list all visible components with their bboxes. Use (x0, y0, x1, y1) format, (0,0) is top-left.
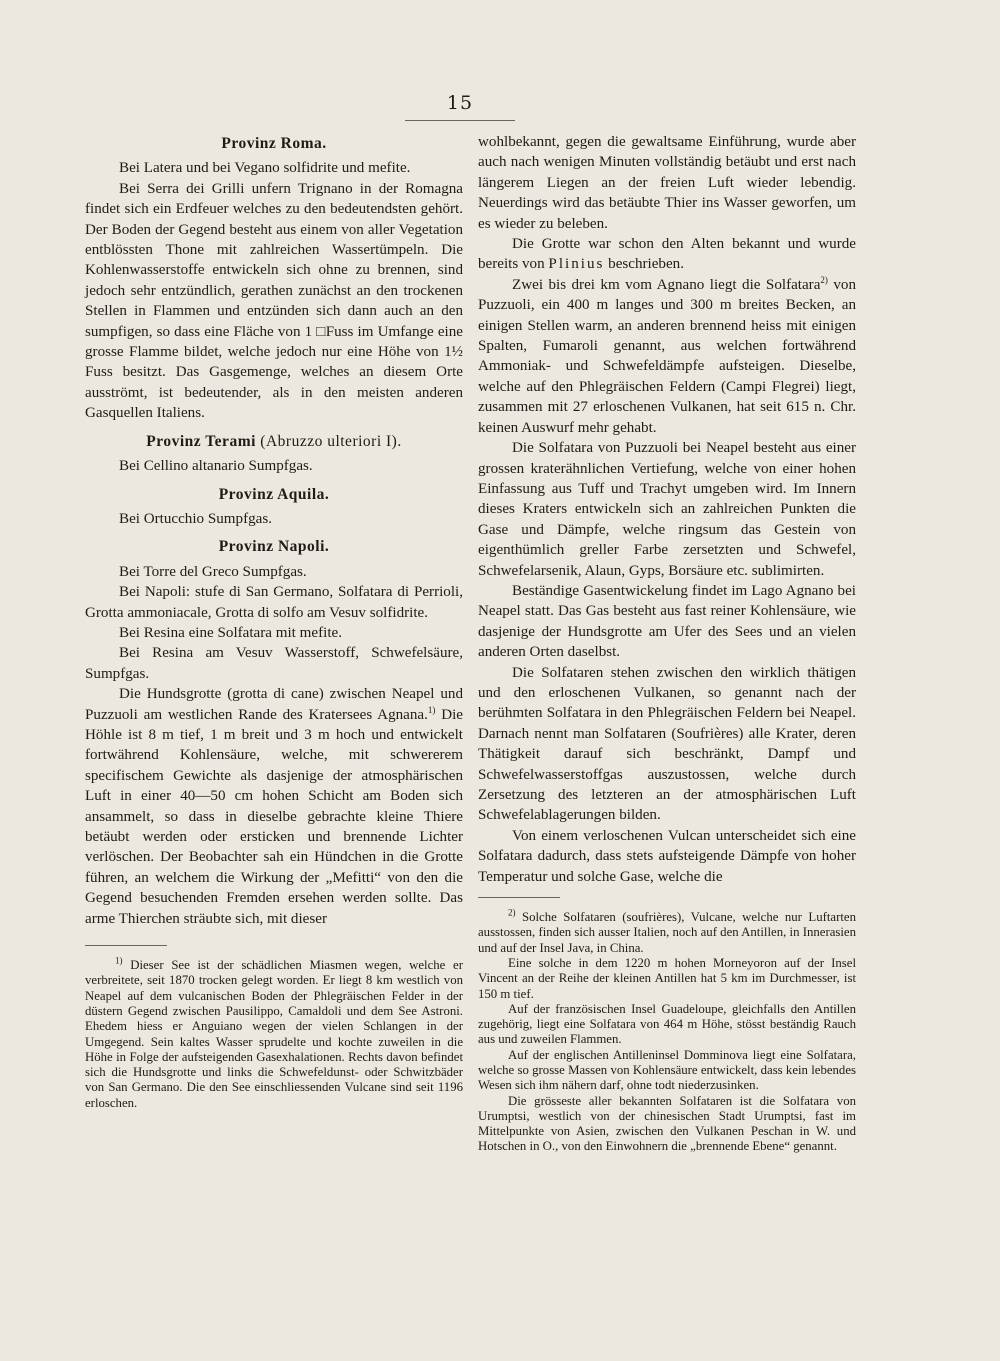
paragraph-resina-vesuv: Bei Resina am Vesuv Wasserstoff, Schwefelsäure, Sumpfgas. (85, 645, 463, 682)
footnote-2 (478, 907, 856, 956)
footnote-ref-2: 2) (820, 274, 828, 285)
paragraph-grotte-alten (478, 234, 856, 275)
heading-provinz-aquila: Provinz Aquila. (218, 485, 330, 503)
paragraph-solfatara-puzzuoli (478, 275, 856, 438)
right-column (478, 132, 856, 1155)
footnote-2-vincent: Eine solche in dem 1220 m hohen Morneyoron auf der Insel Vincent an der Reihe der kleinen Antillen hat 5 km im Durchmesser, ist 150 m tief. (478, 955, 856, 1001)
grotte-alten-text-a: Die Grotte war schon den Alten bekannt und wurde bereits von (478, 236, 856, 273)
footnotes-right (478, 907, 856, 1155)
author-plinius: Plinius (548, 256, 605, 273)
solfatara-text-b: von Puzzuoli, ein 400 m langes und 300 m breites Becken, an einigen Stellen warm, an anderen brennend heiss mit einigen Spalten, Fumaroli genannt, aus welchen fortwährend Ammoniak- und Schwefeldämpfe aufsteigen. Dieselbe, welche auf den Phlegräischen Feldern (Campi Flegrei) liegt, zusammen mit 27 erloschenen Vulkanen, hat seit 615 n. Chr. keinen Auswurf mehr gehabt. (478, 276, 856, 436)
footnote-1 (85, 955, 463, 1111)
footnote-1-text: Dieser See ist der schädlichen Miasmen wegen, welche er verbreitete, seit 1870 trocken gelegt worden. Er liegt 8 km westlich von Neapel auf dem vulcanischen Boden der Phlegräischen Felder in der düstern Gegend zwischen Pausilippo, Camaldoli und dem See Astroni. Ehedem hiess er Anguiano wegen der vielen Schlangen in der Umgegend. Sein kaltes Wasser sprudelte und kochte zuweilen in die Höhe in Folge der aufsteigenden Gasexhalationen. Rechts davon befindet sich die Hundsgrotte und links die Schwefeldunst- oder Schwitzbäder von San Germano. Die den See einschliessenden Vulcane sind seit 1196 erloschen. (85, 958, 463, 1110)
paragraph-lago-agnano: Beständige Gasentwickelung findet im Lago Agnano bei Neapel statt. Das Gas besteht aus fast reiner Kohlensäure, wie dasjenige der Hundsgrotte am Ufer des Sees und an vielen anderen Orten daselbst. (478, 582, 856, 661)
paragraph-hundsgrotte (85, 684, 463, 929)
paragraph-cellino: Bei Cellino altanario Sumpfgas. (119, 458, 313, 475)
hundsgrotte-text-b: Die Höhle ist 8 m tief, 1 m breit und 3 m hoch und entwickelt fortwährend Kohlensäure, welche, mit schwererem specifischem Gewichte als dasjenige der atmosphärischen Luft in einer 40—50 cm hohen Schicht am Boden sich ansammelt, so dass in dieselbe gebrachte kleine Thiere betäubt werden oder ersticken und brennende Lichter verlöschen. Der Beobachter sah ein Hündchen in die Grotte führen, an welchem die Wirkung der „Mefitti“ von den die Gegend besuchenden Fremden ersehen werden sollte. Das arme Thierchen sträubte sich, mit dieser (85, 706, 463, 927)
paragraph-verloschener-vulcan: Von einem verloschenen Vulcan unterscheidet sich eine Solfatara dadurch, dass stets aufsteigende Dämpfe von hoher Temperatur und solche Gase, welche die (478, 827, 856, 885)
hundsgrotte-text-a: Die Hundsgrotte (grotta di cane) zwischen Neapel und Puzzuoli am westlichen Rande des Kratersees Agnana. (85, 686, 463, 723)
footnote-2-mark: 2) (508, 907, 516, 918)
heading-provinz-terami-title: Provinz Terami (146, 432, 256, 450)
footnotes-left (85, 955, 463, 1111)
footnote-ref-1: 1) (427, 704, 436, 715)
solfatara-text-a: Zwei bis drei km vom Agnano liegt die Solfatara (512, 276, 821, 293)
page-number-rule (405, 120, 515, 121)
footnote-divider-right (478, 897, 560, 898)
paragraph-napoli: Bei Napoli: stufe di San Germano, Solfatara di Perrioli, Grotta ammoniacale, Grotta di solfo am Vesuv solfidrite. (85, 584, 463, 621)
paragraph-serra-dei-grilli: Bei Serra dei Grilli unfern Trignano in der Romagna findet sich ein Erdfeuer welches zu den bedeutendsten gehört. Der Boden der Gegend besteht aus einem von aller Vegetation entblössten Thone mit zahlreichen Wassertümpeln. Die Kohlenwasserstoffe entwickeln sich ohne zu brennen, sind jedoch sehr entzündlich, gerathen zunächst an den trockenen Stellen in Flammen und entzünden sich dann auch an den sumpfigen, so dass eine Fläche von 1 □Fuss im Umfange eine grosse Flamme bildet, welche jedoch nur eine Höhe von 1½ Fuss besitzt. Das Gasgemenge, welches an diesem Orte ausströmt, ist bedeutender, als in den meisten anderen Gasquellen Italiens. (85, 180, 463, 422)
left-column (85, 132, 463, 1111)
footnote-2-domminova: Auf der englischen Antilleninsel Domminova liegt eine Solfatara, welche so grosse Massen von Kohlensäure entwickelt, dass kein lebendes Wesen sich ihm nähern darf, ohne todt niederzusinken. (478, 1047, 856, 1093)
paragraph-ortucchio: Bei Ortucchio Sumpfgas. (119, 510, 273, 527)
footnote-2-guadeloupe: Auf der französischen Insel Guadeloupe, gleichfalls den Antillen zugehörig, liegt eine Solfatara von 464 m Höhe, stösst beständig Rauch aus und zuweilen Flammen. (478, 1001, 856, 1047)
heading-provinz-terami-suffix: (Abruzzo ulteriori I). (260, 432, 402, 450)
paragraph-solfataren-definition: Die Solfataren stehen zwischen den wirklich thätigen und den erloschenen Vulkanen, so genannt nach der berühmten Solfatara in den Phlegräischen Feldern bei Neapel. Darnach nennt man Solfataren (Soufrières) alle Krater, deren Thätigkeit darauf sich beschränkt, Dampf und Schwefelwasserstoffgas auszustossen, welche durch Zersetzung des letzteren an der atmosphärischen Luft Schwefelablagerungen bilden. (478, 664, 856, 824)
page-number: 15 (446, 92, 474, 114)
footnote-1-mark: 1) (115, 955, 123, 966)
footnote-divider-left (85, 945, 167, 946)
footnote-2-text: Solche Solfataren (soufrières), Vulcane, welche nur Luftarten ausstossen, finden sich ausser Italien, noch auf den Antillen, in Innerasien und auf der Insel Java, in China. (478, 910, 856, 955)
heading-provinz-roma: Provinz Roma. (221, 135, 327, 152)
grotte-alten-text-b: beschrieben. (604, 256, 685, 273)
footnote-2-urumptsi: Die grösseste aller bekannten Solfataren ist die Solfatara von Urumptsi, westlich von der chinesischen Stadt Urumptsi, fast im Mittelpunkte von Asien, zwischen den Vulkanen Peschan in W. und Hotschen in O., von den Einwohnern die „brennende Ebene“ genannt. (478, 1093, 856, 1154)
paragraph-continuation: wohlbekannt, gegen die gewaltsame Einführung, wurde aber auch nach wenigen Minuten vollständig betäubt und erst nach längerem Liegen an der freien Luft wieder lebendig. Neuerdings wird das betäubte Thier ins Wasser geworfen, um es wieder zu beleben. (478, 134, 856, 232)
paragraph-latera: Bei Latera und bei Vegano solfidrite und mefite. (119, 160, 411, 177)
heading-provinz-napoli: Provinz Napoli. (218, 538, 330, 556)
heading-provinz-terami (85, 432, 463, 452)
paragraph-resina-solfatara: Bei Resina eine Solfatara mit mefite. (119, 624, 342, 641)
paragraph-krater: Die Solfatara von Puzzuoli bei Neapel besteht aus einer grossen kraterähnlichen Vertiefung, welche von einer hohen Einfassung aus Tuff und Trachyt umgeben wird. Im Innern dieses Kraters entwickeln sich an zahlreichen Punkten die Gase und Dämpfe, welche ringsum das Gestein von eigenthümlich greller Farbe zersetzten und Schwefel, Schwefelarsenik, Alaun, Gyps, Borsäure etc. sublimirten. (478, 440, 856, 579)
paragraph-torre-del-greco: Bei Torre del Greco Sumpfgas. (119, 563, 307, 580)
